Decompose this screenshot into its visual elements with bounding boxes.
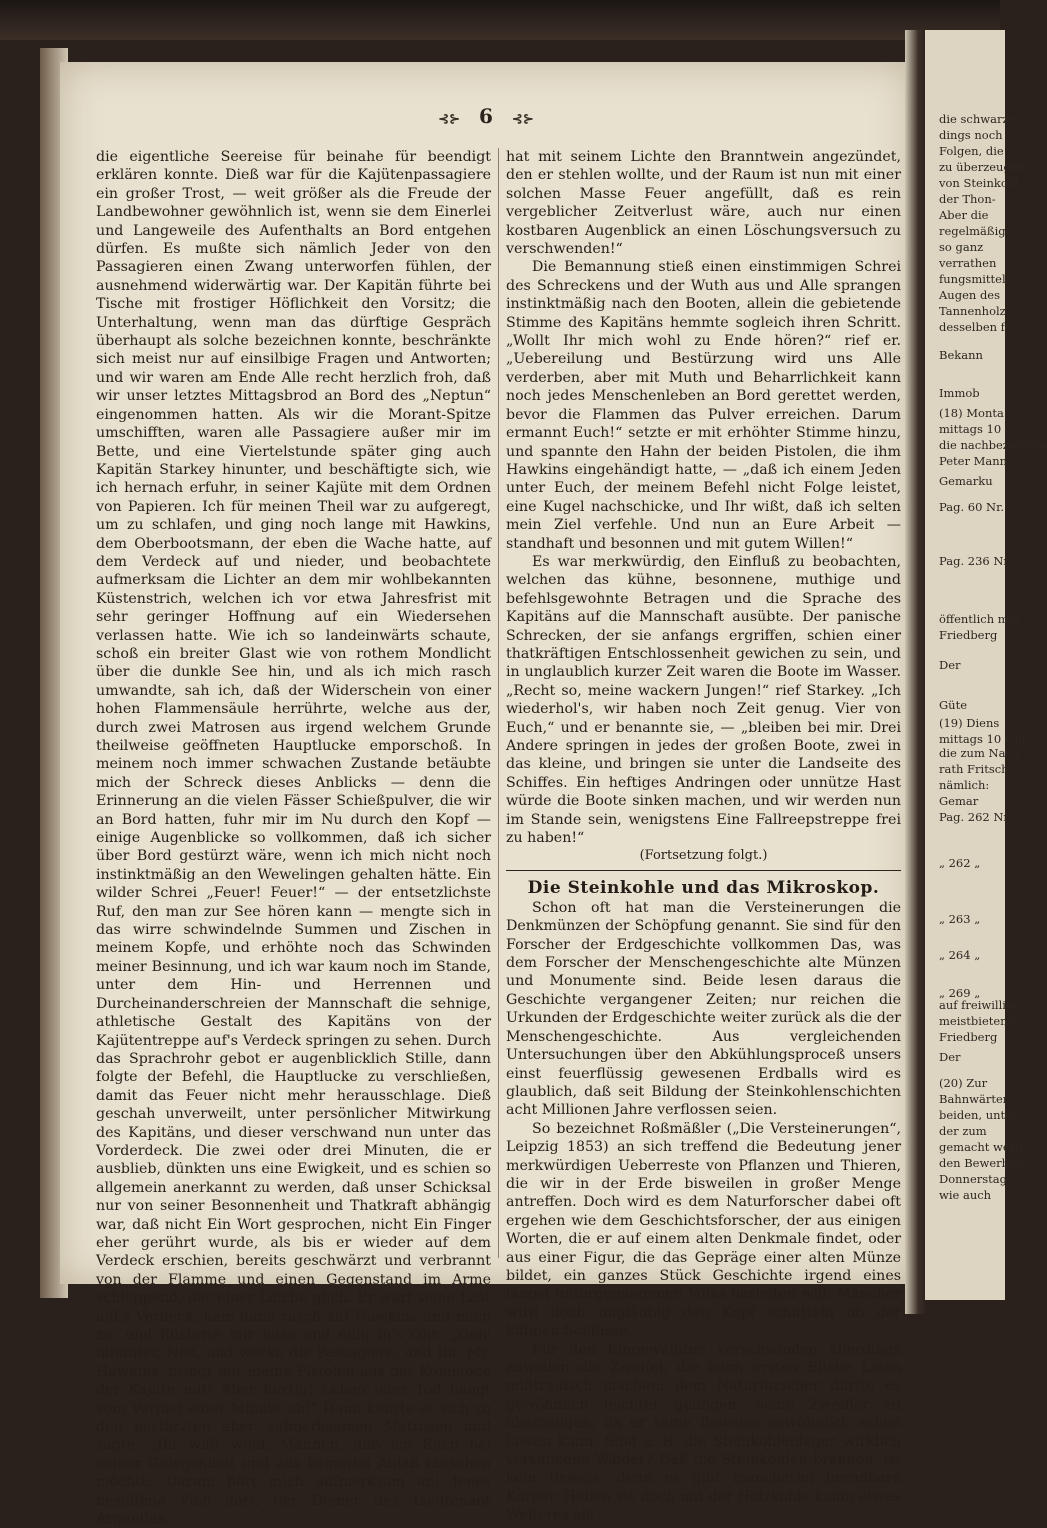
adjacent-page-fragment: Aber die — [939, 208, 989, 222]
adjacent-page-fragment: Gemar — [939, 794, 979, 808]
adjacent-page-fragment: so ganz — [939, 240, 984, 254]
adjacent-page-fragment: Augen des — [939, 288, 1001, 302]
adjacent-page-fragment: rath Fritsch — [939, 762, 1009, 776]
adjacent-page-fragment: „ 269 „ — [939, 986, 981, 1000]
adjacent-page-fragment: der zum — [939, 1124, 987, 1138]
adjacent-page-fragment: Friedberg — [939, 1030, 998, 1044]
adjacent-page-strip — [925, 30, 1047, 1300]
adjacent-page-fragment: Pag. 60 Nr. — [939, 500, 1004, 514]
page-number: 6 — [479, 104, 493, 128]
adjacent-page-fragment: Immob — [939, 386, 980, 400]
adjacent-page-fragment: zu überzeugen — [939, 160, 1026, 174]
adjacent-page-fragment: öffentlich mei — [939, 612, 1020, 626]
continuation-note: (Fortsetzung folgt.) — [639, 848, 768, 864]
adjacent-page-fragment: Donnerstag — [939, 1172, 1008, 1186]
adjacent-page-fragment: Folgen, die — [939, 144, 1004, 158]
header-ornament-left: ⊰⊱ — [438, 112, 461, 127]
adjacent-page-fragment: Bekann — [939, 348, 983, 362]
adjacent-page-fragment: Peter Mann — [939, 454, 1008, 468]
adjacent-page-fragment: „ 263 „ — [939, 912, 981, 926]
adjacent-page-fragment: fungsmittel, — [939, 272, 1010, 286]
book-gutter — [905, 30, 927, 1314]
story-paragraph: hat mit seinem Lichte den Branntwein angezündet, den er stehlen wollte, und der Raum ist nun mit einer solchen Masse Feuer angefüllt, daß es rein vergeblicher Zeitverlust wäre, auch nur einen kostbaren Augenblick an einen Löschungsversuch zu verschwenden!“ — [506, 149, 901, 258]
article-paragraph: Für den Eingeweihten verschwinden allerdings zuweilen die Zweifel, die beim ersten Blicke Laien mißtrauisch machen; dem Naturforscher dürfte es gewöhnlich leichter gelingen, seine Zweifler zu überzeugen, da er seine Beweise gewöhnlich sehen lassen kann. Sind z. B. die Steinkohlenlager wirklich versunkene Wälder? Daß die Steinkohlen brennen, ist kein Beweis, denn es gibt mancherlei brennbare Körper. Haben sie doch mit der Holzkohle kaum etwas Weiteres als — [506, 1341, 901, 1524]
story-paragraph: die eigentliche Seereise für beinahe für beendigt erklären konnte. Dieß war für die Kajütenpassagiere ein großer Trost, — weit größer als die Freude der Landbewohner gewöhnlich ist, wenn sie dem Einerlei und Langeweile des Aufenthalts an Bord entgehen dürfen. Es mußte sich nämlich Jeder von den Passagieren einen Zwang unterworfen fühlen, der ausnehmend widerwärtig war. Der Kapitän führte bei Tische mit frostiger Höflichkeit den Vorsitz; die Unterhaltung, wenn man das dürftige Gespräch überhaupt als solche bezeichnen konnte, beschränkte sich meist nur auf einsilbige Fragen und Antworten; und wir waren am Ende Alle recht herzlich froh, daß wir unser letztes Mittagsbrod an Bord des „Neptun“ eingenommen hatten. Als wir die Morant-Spitze umschifften, waren alle Passagiere außer mir im Bette, und eine Viertelstunde später ging auch Kapitän Starkey hinunter, und beschäftigte sich, wie ich hernach erfuhr, in seiner Kajüte mit dem Ordnen von Papieren. Ich für meinen Theil war zu aufgeregt, um zu schlafen, und ging noch lange mit Hawkins, dem Oberbootsmann, der eben die Wache hatte, auf dem Verdeck auf und nieder, und beobachtete aufmerksam die Lichter an dem mir wohlbekannten Küstenstrich, welchen ich vor etwa Jahresfrist mit sehr geringer Hoffnung auf ein Wiedersehen verlassen hatte. Wie ich so landeinwärts schaute, schoß ein breiter Glast wie von rothem Mondlicht über die dunkle See hin, und als ich mich rasch umwandte, sah ich, daß der Widerschein von einer hohen Flammensäule herrührte, welche aus der, durch zwei Matrosen aus irgend welchem Grunde theilweise geöffneten Hauptlucke emporschoß. In meinem noch immer schwachen Zustande betäubte mich der Schreck dieses Anblicks — denn die Erinnerung an die vielen Fässer Schießpulver, die wir an Bord hatten, fuhr mir im Nu durch den Kopf — einige Augenblicke so vollkommen, daß ich sicher über Bord gestürzt wäre, wenn ich mich nicht noch instinktmäßig an den Wewelingen gehalten hätte. Ein wilder Schrei „Feuer! Feuer!“ — der entsetzlichste Ruf, den man zur See hören kann — mengte sich in das wirre schwindelnde Summen und Zischen in meinem Kopfe, und erhöhte noch das Schwinden meiner Besinnung, und ich war kaum noch im Stande, unter dem Hin- und Herrennen und Durcheinanderschreien der Mannschaft die sehnige, athletische Gestalt des Kapitäns von der Kajütentreppe auf's Verdeck springen zu sehen. Durch das Sprachrohr gebot er augenblicklich Stille, dann folgte der Befehl, die Hauptlucke zu verschließen, damit das Feuer nicht mehr herausschlage. Dieß geschah unverweilt, unter persönlicher Mitwirkung des Kapitäns, und dieser verschwand nun unter das Vorderdeck. Die zwei oder drei Minuten, die er ausblieb, dünkten uns eine Ewigkeit, und es schien so allgemein anerkannt zu werden, daß unser Schicksal nur von seiner Besonnenheit und Thatkraft abhängig war, daß nicht Ein Wort gesprochen, nicht Ein Finger eher gerührt wurde, als bis er wieder auf dem Verdeck erschien, bereits geschwärzt und verbrannt von der Flamme und einen Gegenstand im Arme schleppend, der einer Leiche glich. Er warf seine Last auf's Verdeck, kam dann rasch auf Hawkins und mich zu, und flüsterte mir leise und eilig in's Ohr: „Geh' hinunter, Ned, und wecke die Passagiere; und Ihr, Mr. Hawkins, bringt mir meine Pistolen aus der Kommode der Kajüte mit! Aber hurtig! Leben oder Tod hängt vom Verlust einer Minute ab!“ Dann kehrte er sich zu den bestürzten aber aufmerksamen Matrosen und sagte: „Ihr wißt wohl, Mannen, daß ich Euch bei keiner Gelegenheit und aus keinerlei Anlaß täuschen möchte. Darum hört mich aufmerksam an! Jenes besoffene Vieh dort, der Diener des Lieutenant Arguellas, — [96, 149, 491, 1528]
adjacent-page-fragment: meistbietend — [939, 1014, 1015, 1028]
adjacent-page-fragment: die nachbezeichne — [939, 438, 1047, 452]
article-separator — [506, 870, 901, 871]
article-paragraph: So bezeichnet Roßmäßler („Die Versteinerungen“, Leipzig 1853) an sich treffend die Bedeutung jener merkwürdigen Ueberreste von Pflanzen und Thieren, die wir in der Erde bisweilen in großer Menge antreffen. Doch wird es dem Naturforscher dabei oft ergehen wie dem Geschichtsforscher, der aus einigen Worten, die er auf einem alten Denkmale findet, oder aus einer Figur, die das Gepräge einer alten Münze bildet, ein ganzes Stück Geschichte irgend eines längst untergegangenen Volks herleiten will. Mancher wird doch ungläubig den Kopf schütteln ob der kühnen Schlüsse. — [506, 1120, 901, 1340]
adjacent-page-fragment: auf freiwillige — [939, 998, 1021, 1012]
newspaper-page — [60, 62, 912, 1528]
adjacent-page-fragment: Der — [939, 1050, 961, 1064]
header-ornament-right: ⊰⊱ — [511, 112, 534, 127]
page-header — [60, 104, 912, 128]
adjacent-page-fragment: mittags 10 — [939, 422, 1002, 436]
book-cover-edge — [0, 0, 1000, 40]
adjacent-page-fragment: Der — [939, 658, 961, 672]
adjacent-page-fragment: „ 264 „ — [939, 948, 981, 962]
adjacent-page-fragment: von Steinkohl — [939, 176, 1019, 190]
adjacent-page-fragment: gemacht werd — [939, 1140, 1023, 1154]
adjacent-page-fragment: den Bewerben — [939, 1156, 1024, 1170]
adjacent-page-fragment: dings noch — [939, 128, 1003, 142]
adjacent-page-fragment: nämlich: — [939, 778, 990, 792]
right-column — [506, 148, 901, 1525]
article-title: Die Steinkohle und das Mikroskop. — [527, 877, 880, 898]
adjacent-page-fragment: mittags 10 Uhr — [939, 732, 1028, 746]
adjacent-page-fragment: die schwarze — [939, 112, 1016, 126]
adjacent-page-fragment: Tannenholz — [939, 304, 1006, 318]
adjacent-page-fragment: der Thon- — [939, 192, 996, 206]
adjacent-page-fragment: Güte — [939, 698, 968, 712]
column-divider — [498, 148, 499, 1258]
adjacent-page-fragment: wie auch — [939, 1188, 992, 1202]
adjacent-page-fragment: (19) Diens — [939, 716, 1000, 730]
adjacent-page-fragment: desselben fe — [939, 320, 1012, 334]
adjacent-page-fragment: „ 262 „ — [939, 856, 981, 870]
adjacent-page-fragment: Bahnwärter — [939, 1092, 1009, 1106]
story-paragraph: Die Bemannung stieß einen einstimmigen Schrei des Schreckens und der Wuth aus und Alle sprangen instinktmäßig nach den Booten, allein die gebietende Stimme des Kapitäns hemmte sogleich ihren Schritt. „Wollt Ihr mich wohl zu Ende hören?“ rief er. „Uebereilung und Bestürzung wird uns Alle verderben, aber mit Muth und Beharrlichkeit kann noch jedes Menschenleben an Bord gerettet werden, bevor die Flammen das Pulver erreichen. Darum ermannt Euch!“ setzte er mit erhöhter Stimme hinzu, und spannte den Hahn der beiden Pistolen, die ihm Hawkins eingehändigt hatte, — „daß ich einem Jeden unter Euch, der meinem Befehl nicht Folge leistet, eine Kugel nachschicke, und Ihr wißt, daß ich selten mein Ziel verfehle. Und nun an Eure Arbeit — standhaft und besonnen und mit gutem Willen!“ — [506, 259, 901, 552]
adjacent-page-fragment: regelmäßige — [939, 224, 1013, 238]
adjacent-page-fragment: Pag. 262 Nr. — [939, 810, 1012, 824]
adjacent-page-fragment: (20) Zur — [939, 1076, 988, 1090]
story-paragraph: Es war merkwürdig, den Einfluß zu beobachten, welchen das kühne, besonnene, muthige und befehlsgewohnte Betragen und die Sprache des Kapitäns auf die Mannschaft ausübte. Der panische Schrecken, der sie anfangs ergriffen, schien einer thatkräftigen Entschlossenheit gewichen zu sein, und in unglaublich kurzer Zeit waren die Boote im Wasser. „Recht so, meine wackern Jungen!“ rief Starkey. „Ich wiederhol's, wir haben noch Zeit genug. Vier von Euch,“ und er benannte sie, — „bleiben bei mir. Drei Andere springen in jedes der großen Boote, zwei in das kleine, und bringen sie unter die Landseite des Schiffes. Ein heftiges Andringen oder unnütze Hast würde die Boote sinken machen, und wir werden nun im Stande sein, wenigstens Eine Fallreepstreppe frei zu haben!“ — [506, 553, 901, 847]
adjacent-page-fragment: Pag. 236 Nr. — [939, 554, 1012, 568]
adjacent-page-fragment: Friedberg — [939, 628, 998, 642]
adjacent-page-fragment: beiden, unter — [939, 1108, 1018, 1122]
adjacent-page-fragment: die zum Nach — [939, 746, 1020, 760]
adjacent-page-fragment: verrathen — [939, 256, 997, 270]
left-column — [96, 148, 491, 1528]
adjacent-page-fragment: (18) Monta — [939, 406, 1004, 420]
article-paragraph: Schon oft hat man die Versteinerungen die Denkmünzen der Schöpfung genannt. Sie sind für den Forscher der Erdgeschichte vollkommen Das, was dem Forscher der Menschengeschichte alte Münzen und Monumente sind. Beide lesen daraus die Geschichte vergangener Zeiten; nur reichen die Urkunden der Erdgeschichte weiter zurück als die der Menschengeschichte. Aus vergleichenden Untersuchungen über den Abkühlungsproceß unsers einst feuerflüssig gewesenen Erdballs wird es glaublich, daß seit Bildung der Steinkohlenschichten acht Millionen Jahre verflossen seien. — [506, 899, 901, 1119]
adjacent-page-fragment: Gemarku — [939, 474, 993, 488]
